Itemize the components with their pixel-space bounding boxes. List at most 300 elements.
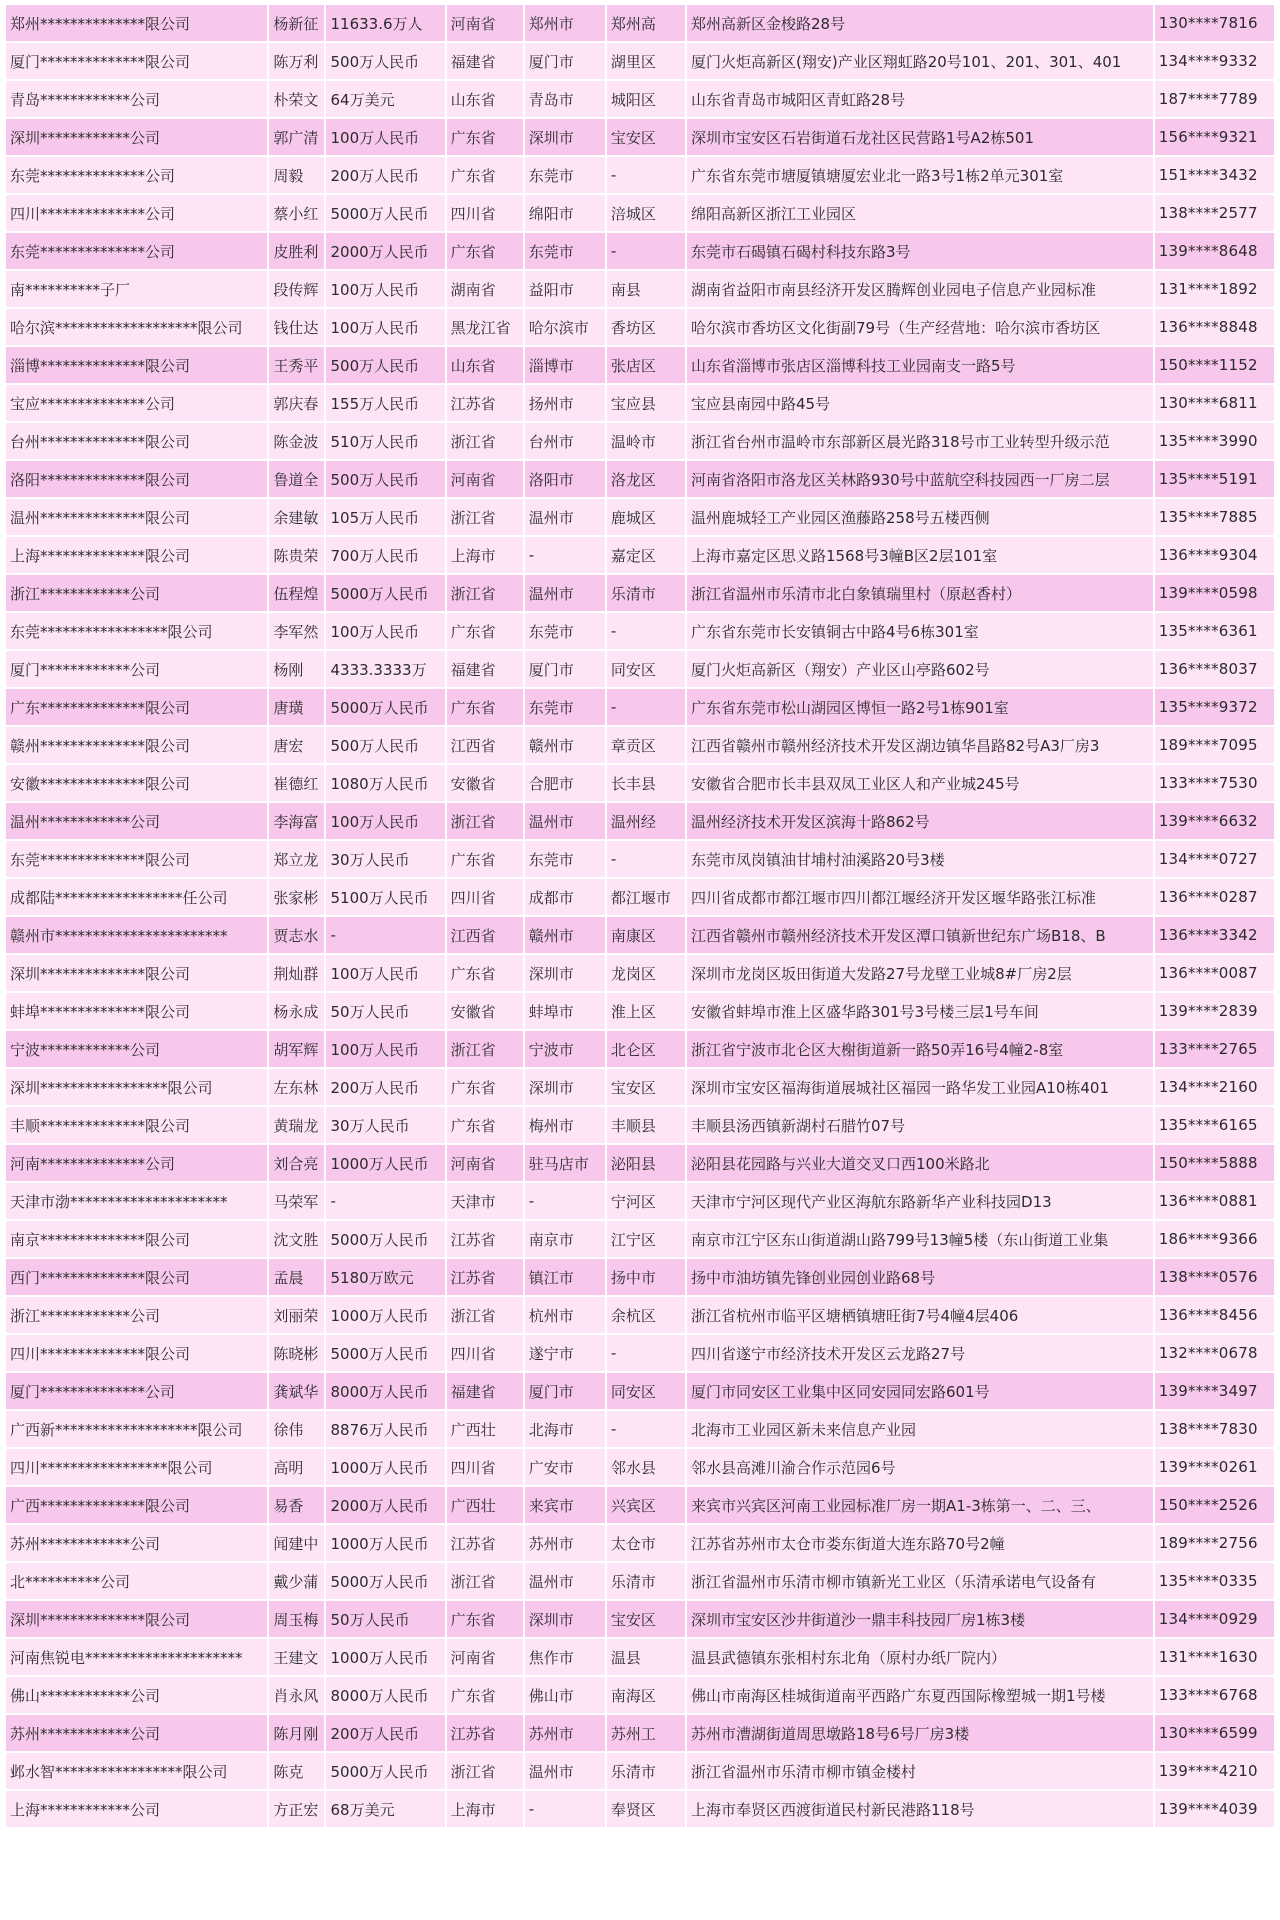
- phone-cell: 139****4039: [1155, 1791, 1274, 1827]
- legal-person-cell: 陈万利: [269, 43, 324, 79]
- company-name-cell: 广东**************限公司: [6, 689, 267, 725]
- registered-capital-cell: 8000万人民币: [326, 1373, 444, 1409]
- phone-cell: 134****9332: [1155, 43, 1274, 79]
- company-name-cell: 广西新*******************限公司: [6, 1411, 267, 1447]
- city-cell: 台州市: [525, 423, 605, 459]
- company-name-cell: 浙江************公司: [6, 575, 267, 611]
- company-name-cell: 深圳*****************限公司: [6, 1069, 267, 1105]
- table-row: [6, 765, 1274, 801]
- district-cell: 龙岗区: [607, 955, 685, 991]
- district-cell: 宝安区: [607, 1069, 685, 1105]
- city-cell: 淄博市: [525, 347, 605, 383]
- table-row: [6, 1373, 1274, 1409]
- phone-cell: 135****6165: [1155, 1107, 1274, 1143]
- table-row: [6, 841, 1274, 877]
- company-name-cell: 苏州************公司: [6, 1525, 267, 1561]
- registered-capital-cell: 5000万人民币: [326, 689, 444, 725]
- province-cell: 湖南省: [447, 271, 523, 307]
- registered-capital-cell: 5100万人民币: [326, 879, 444, 915]
- province-cell: 广东省: [447, 1069, 523, 1105]
- table-row: [6, 917, 1274, 953]
- registered-capital-cell: 11633.6万人: [326, 5, 444, 41]
- registered-capital-cell: 4333.3333万: [326, 651, 444, 687]
- district-cell: 温岭市: [607, 423, 685, 459]
- district-cell: 宁河区: [607, 1183, 685, 1219]
- city-cell: 温州市: [525, 499, 605, 535]
- address-cell: 南京市江宁区东山街道湖山路799号13幢5楼（东山街道工业集: [687, 1221, 1153, 1257]
- table-row: [6, 1601, 1274, 1637]
- company-name-cell: 台州**************限公司: [6, 423, 267, 459]
- registered-capital-cell: 8000万人民币: [326, 1677, 444, 1713]
- district-cell: 宝安区: [607, 119, 685, 155]
- province-cell: 福建省: [447, 43, 523, 79]
- address-cell: 四川省遂宁市经济技术开发区云龙路27号: [687, 1335, 1153, 1371]
- legal-person-cell: 沈文胜: [269, 1221, 324, 1257]
- city-cell: 苏州市: [525, 1525, 605, 1561]
- province-cell: 江苏省: [447, 1221, 523, 1257]
- city-cell: 东莞市: [525, 233, 605, 269]
- city-cell: 佛山市: [525, 1677, 605, 1713]
- city-cell: 驻马店市: [525, 1145, 605, 1181]
- address-cell: 安徽省合肥市长丰县双凤工业区人和产业城245号: [687, 765, 1153, 801]
- legal-person-cell: 胡军辉: [269, 1031, 324, 1067]
- table-row: [6, 1221, 1274, 1257]
- phone-cell: 139****4210: [1155, 1753, 1274, 1789]
- company-name-cell: 东莞*****************限公司: [6, 613, 267, 649]
- legal-person-cell: 崔德红: [269, 765, 324, 801]
- legal-person-cell: 郭庆春: [269, 385, 324, 421]
- registered-capital-cell: 200万人民币: [326, 1069, 444, 1105]
- address-cell: 东莞市凤岗镇油甘埔村油溪路20号3楼: [687, 841, 1153, 877]
- registered-capital-cell: 5180万欧元: [326, 1259, 444, 1295]
- legal-person-cell: 闻建中: [269, 1525, 324, 1561]
- company-name-cell: 四川**************公司: [6, 195, 267, 231]
- province-cell: 浙江省: [447, 423, 523, 459]
- address-cell: 佛山市南海区桂城街道南平西路广东夏西国际橡塑城一期1号楼: [687, 1677, 1153, 1713]
- province-cell: 广西壮: [447, 1487, 523, 1523]
- table-row: [6, 575, 1274, 611]
- province-cell: 江西省: [447, 727, 523, 763]
- address-cell: 河南省洛阳市洛龙区关林路930号中蓝航空科技园西一厂房二层: [687, 461, 1153, 497]
- table-row: [6, 233, 1274, 269]
- province-cell: 浙江省: [447, 803, 523, 839]
- company-name-cell: 苏州************公司: [6, 1715, 267, 1751]
- province-cell: 安徽省: [447, 765, 523, 801]
- district-cell: 同安区: [607, 1373, 685, 1409]
- phone-cell: 139****2839: [1155, 993, 1274, 1029]
- company-name-cell: 东莞**************限公司: [6, 841, 267, 877]
- table-row: [6, 1563, 1274, 1599]
- legal-person-cell: 陈贵荣: [269, 537, 324, 573]
- table-row: [6, 651, 1274, 687]
- district-cell: 城阳区: [607, 81, 685, 117]
- legal-person-cell: 高明: [269, 1449, 324, 1485]
- company-name-cell: 赣州市***********************: [6, 917, 267, 953]
- district-cell: 兴宾区: [607, 1487, 685, 1523]
- district-cell: 张店区: [607, 347, 685, 383]
- phone-cell: 134****2160: [1155, 1069, 1274, 1105]
- registered-capital-cell: 500万人民币: [326, 727, 444, 763]
- address-cell: 四川省成都市都江堰市四川都江堰经济开发区堰华路张江标准: [687, 879, 1153, 915]
- table-row: [6, 5, 1274, 41]
- company-name-cell: 深圳**************限公司: [6, 955, 267, 991]
- company-name-cell: 四川**************限公司: [6, 1335, 267, 1371]
- legal-person-cell: 刘合亮: [269, 1145, 324, 1181]
- phone-cell: 136****8456: [1155, 1297, 1274, 1333]
- registered-capital-cell: 1000万人民币: [326, 1639, 444, 1675]
- province-cell: 福建省: [447, 651, 523, 687]
- registered-capital-cell: 68万美元: [326, 1791, 444, 1827]
- table-row: [6, 1639, 1274, 1675]
- district-cell: 南康区: [607, 917, 685, 953]
- province-cell: 广西壮: [447, 1411, 523, 1447]
- province-cell: 江苏省: [447, 385, 523, 421]
- city-cell: 深圳市: [525, 955, 605, 991]
- registered-capital-cell: 155万人民币: [326, 385, 444, 421]
- province-cell: 广东省: [447, 613, 523, 649]
- address-cell: 苏州市漕湖街道周思墩路18号6号厂房3楼: [687, 1715, 1153, 1751]
- table-row: [6, 993, 1274, 1029]
- phone-cell: 135****5191: [1155, 461, 1274, 497]
- registered-capital-cell: 700万人民币: [326, 537, 444, 573]
- phone-cell: 132****0678: [1155, 1335, 1274, 1371]
- address-cell: 浙江省宁波市北仑区大榭街道新一路50弄16号4幢2-8室: [687, 1031, 1153, 1067]
- company-name-cell: 深圳**************限公司: [6, 1601, 267, 1637]
- table-row: [6, 1069, 1274, 1105]
- legal-person-cell: 杨永成: [269, 993, 324, 1029]
- table-row: [6, 347, 1274, 383]
- company-name-cell: 蚌埠**************限公司: [6, 993, 267, 1029]
- registered-capital-cell: 105万人民币: [326, 499, 444, 535]
- legal-person-cell: 方正宏: [269, 1791, 324, 1827]
- table-row: [6, 1677, 1274, 1713]
- legal-person-cell: 肖永风: [269, 1677, 324, 1713]
- legal-person-cell: 周玉梅: [269, 1601, 324, 1637]
- legal-person-cell: 王秀平: [269, 347, 324, 383]
- company-name-cell: 浙江************公司: [6, 1297, 267, 1333]
- phone-cell: 139****3497: [1155, 1373, 1274, 1409]
- phone-cell: 139****0261: [1155, 1449, 1274, 1485]
- district-cell: 温州经: [607, 803, 685, 839]
- registered-capital-cell: 30万人民币: [326, 1107, 444, 1143]
- province-cell: 广东省: [447, 1107, 523, 1143]
- city-cell: 遂宁市: [525, 1335, 605, 1371]
- district-cell: 丰顺县: [607, 1107, 685, 1143]
- table-row: [6, 537, 1274, 573]
- table-row: [6, 195, 1274, 231]
- registered-capital-cell: 100万人民币: [326, 803, 444, 839]
- table-row: [6, 1031, 1274, 1067]
- city-cell: 厦门市: [525, 651, 605, 687]
- district-cell: 涪城区: [607, 195, 685, 231]
- legal-person-cell: 刘丽荣: [269, 1297, 324, 1333]
- legal-person-cell: 张家彬: [269, 879, 324, 915]
- province-cell: 上海市: [447, 1791, 523, 1827]
- city-cell: 南京市: [525, 1221, 605, 1257]
- address-cell: 深圳市龙岗区坂田街道大发路27号龙壁工业城8#厂房2层: [687, 955, 1153, 991]
- province-cell: 福建省: [447, 1373, 523, 1409]
- address-cell: 山东省淄博市张店区淄博科技工业园南支一路5号: [687, 347, 1153, 383]
- registered-capital-cell: 5000万人民币: [326, 1335, 444, 1371]
- company-name-cell: 河南**************公司: [6, 1145, 267, 1181]
- province-cell: 广东省: [447, 841, 523, 877]
- registered-capital-cell: 2000万人民币: [326, 1487, 444, 1523]
- district-cell: -: [607, 613, 685, 649]
- company-name-cell: 佛山************公司: [6, 1677, 267, 1713]
- city-cell: 镇江市: [525, 1259, 605, 1295]
- registered-capital-cell: -: [326, 1183, 444, 1219]
- phone-cell: 138****7830: [1155, 1411, 1274, 1447]
- province-cell: 广东省: [447, 955, 523, 991]
- company-sheet: [4, 3, 1276, 1829]
- legal-person-cell: 余建敏: [269, 499, 324, 535]
- phone-cell: 189****7095: [1155, 727, 1274, 763]
- legal-person-cell: 郑立龙: [269, 841, 324, 877]
- phone-cell: 136****9304: [1155, 537, 1274, 573]
- province-cell: 四川省: [447, 195, 523, 231]
- address-cell: 浙江省温州市乐清市柳市镇金楼村: [687, 1753, 1153, 1789]
- table-row: [6, 1297, 1274, 1333]
- address-cell: 安徽省蚌埠市淮上区盛华路301号3号楼三层1号车间: [687, 993, 1153, 1029]
- city-cell: 北海市: [525, 1411, 605, 1447]
- phone-cell: 150****2526: [1155, 1487, 1274, 1523]
- district-cell: -: [607, 841, 685, 877]
- district-cell: -: [607, 233, 685, 269]
- phone-cell: 130****6811: [1155, 385, 1274, 421]
- legal-person-cell: 孟晨: [269, 1259, 324, 1295]
- city-cell: 哈尔滨市: [525, 309, 605, 345]
- province-cell: 山东省: [447, 81, 523, 117]
- company-name-cell: 上海************公司: [6, 1791, 267, 1827]
- phone-cell: 151****3432: [1155, 157, 1274, 193]
- phone-cell: 133****7530: [1155, 765, 1274, 801]
- address-cell: 来宾市兴宾区河南工业园标准厂房一期A1-3栋第一、二、三、: [687, 1487, 1153, 1523]
- city-cell: 东莞市: [525, 689, 605, 725]
- company-name-cell: 天津市渤*********************: [6, 1183, 267, 1219]
- legal-person-cell: 周毅: [269, 157, 324, 193]
- registered-capital-cell: 1000万人民币: [326, 1145, 444, 1181]
- city-cell: 成都市: [525, 879, 605, 915]
- registered-capital-cell: 100万人民币: [326, 1031, 444, 1067]
- phone-cell: 134****0929: [1155, 1601, 1274, 1637]
- city-cell: -: [525, 537, 605, 573]
- district-cell: 乐清市: [607, 575, 685, 611]
- phone-cell: 136****3342: [1155, 917, 1274, 953]
- phone-cell: 135****3990: [1155, 423, 1274, 459]
- district-cell: 洛龙区: [607, 461, 685, 497]
- address-cell: 温州经济技术开发区滨海十路862号: [687, 803, 1153, 839]
- city-cell: 青岛市: [525, 81, 605, 117]
- phone-cell: 189****2756: [1155, 1525, 1274, 1561]
- city-cell: 蚌埠市: [525, 993, 605, 1029]
- city-cell: 苏州市: [525, 1715, 605, 1751]
- legal-person-cell: 朴荣文: [269, 81, 324, 117]
- province-cell: 江苏省: [447, 1715, 523, 1751]
- table-row: [6, 803, 1274, 839]
- table-row: [6, 271, 1274, 307]
- company-name-cell: 南京**************限公司: [6, 1221, 267, 1257]
- province-cell: 四川省: [447, 879, 523, 915]
- address-cell: 山东省青岛市城阳区青虹路28号: [687, 81, 1153, 117]
- address-cell: 江苏省苏州市太仓市娄东街道大连东路70号2幢: [687, 1525, 1153, 1561]
- phone-cell: 130****6599: [1155, 1715, 1274, 1751]
- address-cell: 浙江省杭州市临平区塘栖镇塘旺街7号4幢4层406: [687, 1297, 1153, 1333]
- address-cell: 浙江省温州市乐清市北白象镇瑞里村（原赵香村）: [687, 575, 1153, 611]
- city-cell: 温州市: [525, 803, 605, 839]
- phone-cell: 187****7789: [1155, 81, 1274, 117]
- city-cell: 益阳市: [525, 271, 605, 307]
- address-cell: 深圳市宝安区石岩街道石龙社区民营路1号A2栋501: [687, 119, 1153, 155]
- legal-person-cell: 钱仕达: [269, 309, 324, 345]
- table-row: [6, 1487, 1274, 1523]
- province-cell: 广东省: [447, 157, 523, 193]
- table-row: [6, 157, 1274, 193]
- city-cell: 温州市: [525, 1753, 605, 1789]
- district-cell: 北仑区: [607, 1031, 685, 1067]
- registered-capital-cell: 1080万人民币: [326, 765, 444, 801]
- address-cell: 绵阳高新区浙江工业园区: [687, 195, 1153, 231]
- legal-person-cell: 黄瑞龙: [269, 1107, 324, 1143]
- legal-person-cell: 李军然: [269, 613, 324, 649]
- company-name-cell: 上海**************限公司: [6, 537, 267, 573]
- legal-person-cell: 荆灿群: [269, 955, 324, 991]
- registered-capital-cell: 100万人民币: [326, 955, 444, 991]
- table-row: [6, 1145, 1274, 1181]
- district-cell: 香坊区: [607, 309, 685, 345]
- company-name-cell: 青岛************公司: [6, 81, 267, 117]
- city-cell: 温州市: [525, 1563, 605, 1599]
- district-cell: 泌阳县: [607, 1145, 685, 1181]
- province-cell: 上海市: [447, 537, 523, 573]
- registered-capital-cell: 5000万人民币: [326, 1563, 444, 1599]
- district-cell: -: [607, 1335, 685, 1371]
- city-cell: 合肥市: [525, 765, 605, 801]
- address-cell: 厦门火炬高新区（翔安）产业区山亭路602号: [687, 651, 1153, 687]
- registered-capital-cell: 50万人民币: [326, 993, 444, 1029]
- phone-cell: 135****0335: [1155, 1563, 1274, 1599]
- province-cell: 四川省: [447, 1449, 523, 1485]
- company-name-cell: 淄博**************限公司: [6, 347, 267, 383]
- address-cell: 厦门火炬高新区(翔安)产业区翔虹路20号101、201、301、401: [687, 43, 1153, 79]
- province-cell: 江苏省: [447, 1525, 523, 1561]
- phone-cell: 139****6632: [1155, 803, 1274, 839]
- company-name-cell: 西门**************限公司: [6, 1259, 267, 1295]
- table-row: [6, 81, 1274, 117]
- legal-person-cell: 鲁道全: [269, 461, 324, 497]
- province-cell: 天津市: [447, 1183, 523, 1219]
- city-cell: 宁波市: [525, 1031, 605, 1067]
- address-cell: 郑州高新区金梭路28号: [687, 5, 1153, 41]
- legal-person-cell: 伍程煌: [269, 575, 324, 611]
- registered-capital-cell: 5000万人民币: [326, 575, 444, 611]
- city-cell: 深圳市: [525, 119, 605, 155]
- phone-cell: 150****1152: [1155, 347, 1274, 383]
- district-cell: 湖里区: [607, 43, 685, 79]
- province-cell: 浙江省: [447, 1297, 523, 1333]
- province-cell: 江苏省: [447, 1259, 523, 1295]
- company-name-cell: 温州************公司: [6, 803, 267, 839]
- registered-capital-cell: 30万人民币: [326, 841, 444, 877]
- district-cell: 太仓市: [607, 1525, 685, 1561]
- city-cell: 焦作市: [525, 1639, 605, 1675]
- address-cell: 北海市工业园区新未来信息产业园: [687, 1411, 1153, 1447]
- city-cell: 杭州市: [525, 1297, 605, 1333]
- company-name-cell: 温州**************限公司: [6, 499, 267, 535]
- province-cell: 四川省: [447, 1335, 523, 1371]
- legal-person-cell: 马荣军: [269, 1183, 324, 1219]
- table-row: [6, 499, 1274, 535]
- province-cell: 浙江省: [447, 575, 523, 611]
- city-cell: 厦门市: [525, 43, 605, 79]
- province-cell: 浙江省: [447, 1753, 523, 1789]
- legal-person-cell: 陈金波: [269, 423, 324, 459]
- legal-person-cell: 杨新征: [269, 5, 324, 41]
- province-cell: 河南省: [447, 461, 523, 497]
- table-row: [6, 119, 1274, 155]
- phone-cell: 186****9366: [1155, 1221, 1274, 1257]
- city-cell: 郑州市: [525, 5, 605, 41]
- legal-person-cell: 郭广清: [269, 119, 324, 155]
- company-name-cell: 丰顺**************限公司: [6, 1107, 267, 1143]
- phone-cell: 139****8648: [1155, 233, 1274, 269]
- registered-capital-cell: 5000万人民币: [326, 1221, 444, 1257]
- registered-capital-cell: 100万人民币: [326, 613, 444, 649]
- province-cell: 广东省: [447, 1677, 523, 1713]
- address-cell: 深圳市宝安区沙井街道沙一鼎丰科技园厂房1栋3楼: [687, 1601, 1153, 1637]
- address-cell: 泌阳县花园路与兴业大道交叉口西100米路北: [687, 1145, 1153, 1181]
- registered-capital-cell: 200万人民币: [326, 157, 444, 193]
- table-row: [6, 613, 1274, 649]
- company-name-cell: 哈尔滨*******************限公司: [6, 309, 267, 345]
- table-row: [6, 689, 1274, 725]
- phone-cell: 138****2577: [1155, 195, 1274, 231]
- address-cell: 浙江省温州市乐清市柳市镇新光工业区（乐清承诺电气设备有: [687, 1563, 1153, 1599]
- district-cell: 扬中市: [607, 1259, 685, 1295]
- company-name-cell: 北**********公司: [6, 1563, 267, 1599]
- address-cell: 广东省东莞市松山湖园区博恒一路2号1栋901室: [687, 689, 1153, 725]
- city-cell: 梅州市: [525, 1107, 605, 1143]
- province-cell: 河南省: [447, 1145, 523, 1181]
- company-table: [4, 3, 1276, 1829]
- legal-person-cell: 贾志水: [269, 917, 324, 953]
- registered-capital-cell: 50万人民币: [326, 1601, 444, 1637]
- legal-person-cell: 徐伟: [269, 1411, 324, 1447]
- district-cell: 余杭区: [607, 1297, 685, 1333]
- address-cell: 东莞市石碣镇石碣村科技东路3号: [687, 233, 1153, 269]
- legal-person-cell: 陈克: [269, 1753, 324, 1789]
- city-cell: 来宾市: [525, 1487, 605, 1523]
- district-cell: 宝应县: [607, 385, 685, 421]
- registered-capital-cell: 8876万人民币: [326, 1411, 444, 1447]
- table-row: [6, 1259, 1274, 1295]
- province-cell: 黑龙江省: [447, 309, 523, 345]
- table-row: [6, 1183, 1274, 1219]
- district-cell: 南海区: [607, 1677, 685, 1713]
- district-cell: -: [607, 1411, 685, 1447]
- address-cell: 哈尔滨市香坊区文化街副79号（生产经营地：哈尔滨市香坊区: [687, 309, 1153, 345]
- legal-person-cell: 易香: [269, 1487, 324, 1523]
- city-cell: -: [525, 1183, 605, 1219]
- company-name-cell: 郑州**************限公司: [6, 5, 267, 41]
- legal-person-cell: 杨刚: [269, 651, 324, 687]
- province-cell: 江西省: [447, 917, 523, 953]
- phone-cell: 136****0087: [1155, 955, 1274, 991]
- province-cell: 浙江省: [447, 499, 523, 535]
- district-cell: 邻水县: [607, 1449, 685, 1485]
- phone-cell: 139****0598: [1155, 575, 1274, 611]
- city-cell: 东莞市: [525, 613, 605, 649]
- registered-capital-cell: 2000万人民币: [326, 233, 444, 269]
